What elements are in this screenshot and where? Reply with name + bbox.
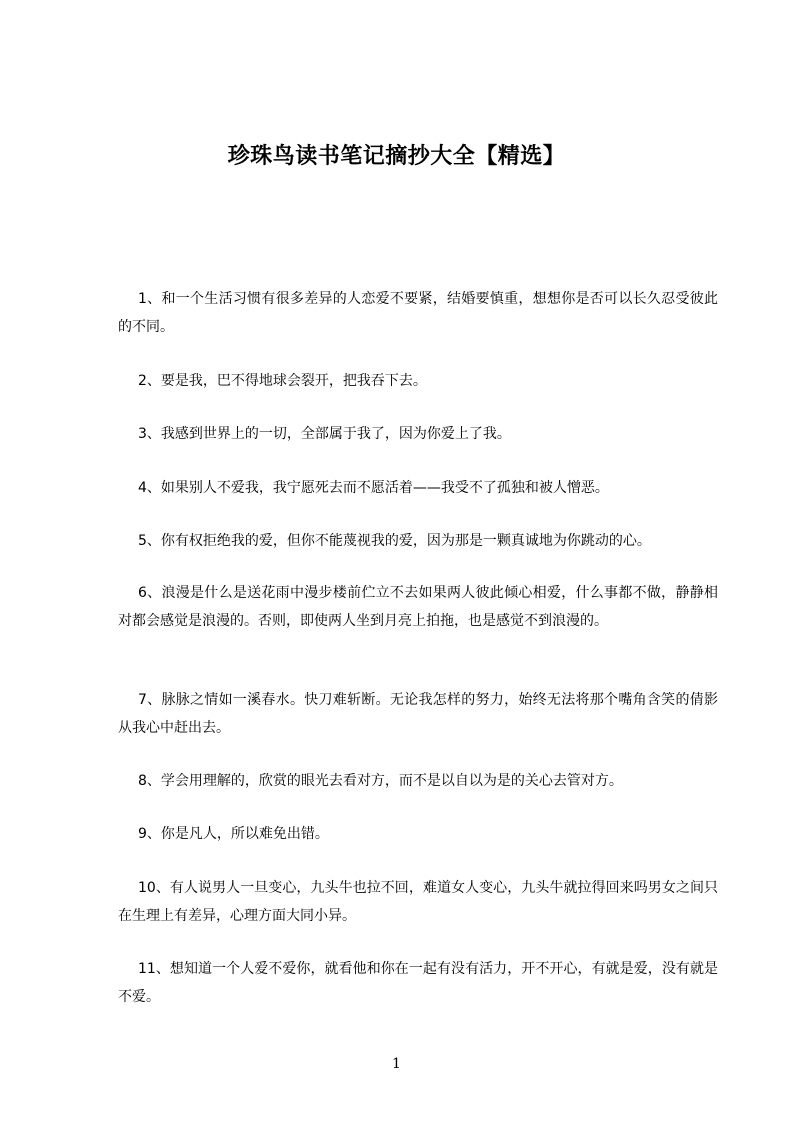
paragraph-1: 1、和一个生活习惯有很多差异的人恋爱不要紧，结婚要慎重，想想你是否可以长久忍受彼此的不同。 bbox=[118, 291, 718, 335]
paragraph-4: 4、如果别人不爱我，我宁愿死去而不愿活着——我受不了孤独和被人憎恶。 bbox=[138, 480, 609, 496]
paragraph-9: 9、你是凡人，所以难免出错。 bbox=[138, 826, 329, 842]
document-title: 珍珠鸟读书笔记摘抄大全【精选】 bbox=[227, 144, 566, 169]
paragraph-5: 5、你有权拒绝我的爱，但你不能蔑视我的爱，因为那是一颗真诚地为你跳动的心。 bbox=[138, 533, 651, 549]
paragraph-6: 6、浪漫是什么是送花雨中漫步楼前伫立不去如果两人彼此倾心相爱，什么事都不做，静静相对都会感觉是浪漫的。否则，即使两人坐到月亮上拍拖，也是感觉不到浪漫的。 bbox=[118, 585, 718, 629]
paragraph-8: 8、学会用理解的，欣赏的眼光去看对方，而不是以自以为是的关心去管对方。 bbox=[138, 773, 623, 789]
paragraph-3: 3、我感到世界上的一切，全部属于我了，因为你爱上了我。 bbox=[138, 426, 511, 442]
paragraph-11: 11、想知道一个人爱不爱你，就看他和你在一起有没有活力，开不开心，有就是爱，没有就是不爱。 bbox=[118, 961, 718, 1005]
page-number: 1 bbox=[392, 1056, 401, 1072]
paragraph-7: 7、脉脉之情如一溪春水。快刀难斩断。无论我怎样的努力，始终无法将那个嘴角含笑的倩影从我心中赶出去。 bbox=[118, 692, 718, 736]
paragraph-10: 10、有人说男人一旦变心，九头牛也拉不回，难道女人变心，九头牛就拉得回来吗男女之间只在生理上有差异，心理方面大同小异。 bbox=[118, 880, 718, 924]
paragraph-2: 2、要是我，巴不得地球会裂开，把我吞下去。 bbox=[138, 373, 427, 389]
